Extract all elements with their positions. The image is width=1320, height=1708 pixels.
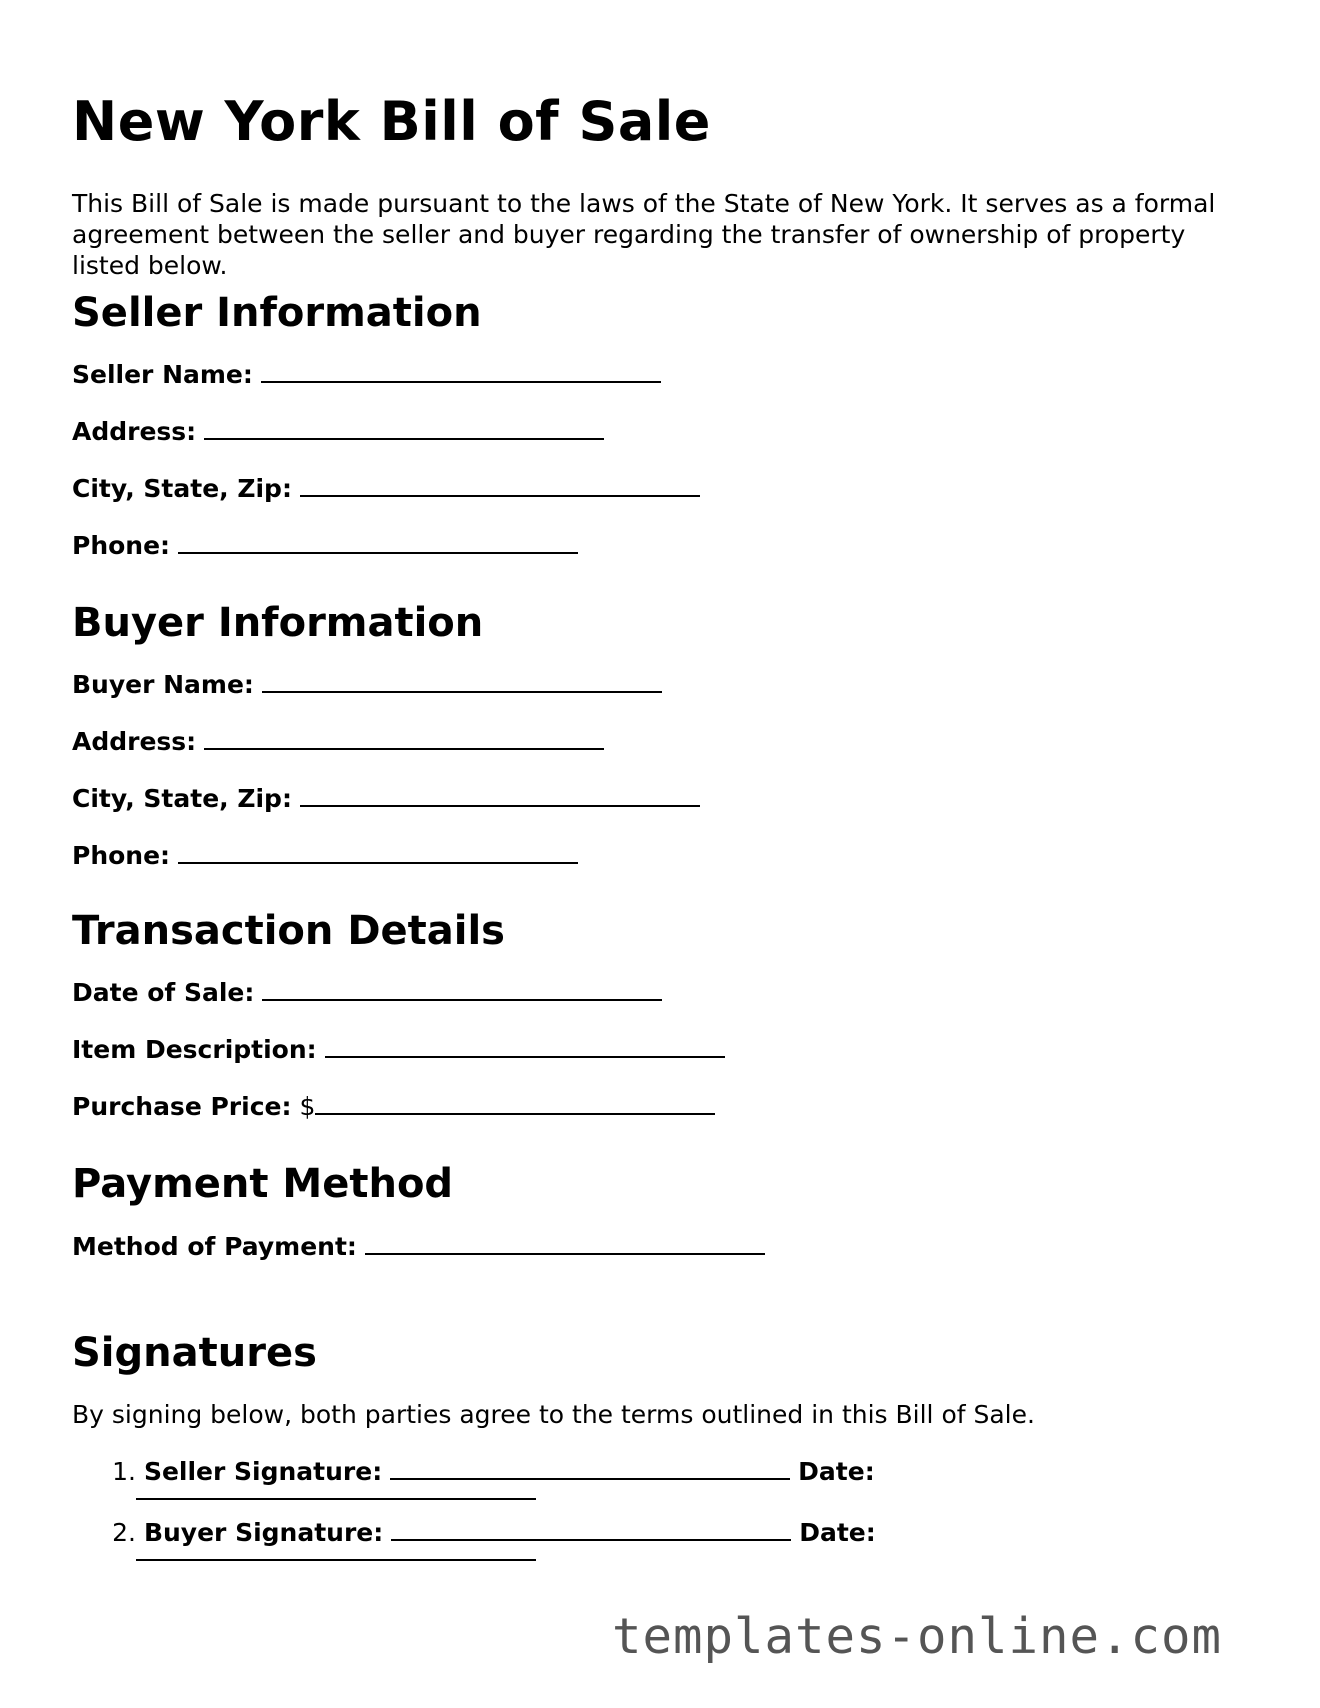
date-of-sale-label: Date of Sale: bbox=[72, 978, 255, 1007]
item-description-label: Item Description: bbox=[72, 1035, 317, 1064]
buyer-phone-field bbox=[72, 841, 578, 870]
buyer-city-blank[interactable] bbox=[300, 785, 700, 807]
buyer-date-blank[interactable] bbox=[136, 1557, 536, 1561]
seller-signature-label: Seller Signature: bbox=[143, 1457, 383, 1486]
list-number: 1. bbox=[112, 1457, 136, 1486]
seller-city-label: City, State, Zip: bbox=[72, 474, 292, 503]
payment-method-blank[interactable] bbox=[365, 1233, 765, 1255]
signatures-heading: Signatures bbox=[72, 1330, 317, 1376]
buyer-address-label: Address: bbox=[72, 727, 197, 756]
buyer-name-blank[interactable] bbox=[262, 671, 662, 693]
seller-address-field bbox=[72, 417, 604, 446]
document-title: New York Bill of Sale bbox=[72, 90, 711, 153]
intro-paragraph: This Bill of Sale is made pursuant to the laws of the State of New York. It serves as a formal agreement between the seller and buyer regarding the transfer of ownership of property listed below. bbox=[72, 189, 1216, 280]
buyer-signature-item bbox=[72, 1518, 876, 1547]
item-description-blank[interactable] bbox=[325, 1036, 725, 1058]
buyer-name-field bbox=[72, 670, 662, 699]
buyer-phone-blank[interactable] bbox=[178, 842, 578, 864]
seller-address-label: Address: bbox=[72, 417, 197, 446]
seller-phone-field bbox=[72, 531, 578, 560]
date-of-sale-blank[interactable] bbox=[262, 979, 662, 1001]
purchase-price-blank[interactable] bbox=[315, 1093, 715, 1115]
seller-date-label: Date: bbox=[798, 1457, 875, 1486]
seller-heading: Seller Information bbox=[72, 290, 482, 336]
seller-address-blank[interactable] bbox=[204, 418, 604, 440]
buyer-city-label: City, State, Zip: bbox=[72, 784, 292, 813]
seller-date-blank[interactable] bbox=[136, 1496, 536, 1500]
item-description-field bbox=[72, 1035, 725, 1064]
payment-heading: Payment Method bbox=[72, 1161, 454, 1207]
seller-city-field bbox=[72, 474, 700, 503]
seller-phone-label: Phone: bbox=[72, 531, 171, 560]
transaction-heading: Transaction Details bbox=[72, 908, 505, 954]
payment-method-label: Method of Payment: bbox=[72, 1232, 357, 1261]
seller-signature-blank[interactable] bbox=[390, 1458, 790, 1480]
purchase-price-field bbox=[72, 1092, 715, 1121]
buyer-date-label: Date: bbox=[799, 1518, 876, 1547]
seller-name-label: Seller Name: bbox=[72, 360, 253, 389]
buyer-heading: Buyer Information bbox=[72, 600, 484, 646]
date-of-sale-field bbox=[72, 978, 662, 1007]
buyer-city-field bbox=[72, 784, 700, 813]
purchase-price-label: Purchase Price: bbox=[72, 1092, 292, 1121]
buyer-phone-label: Phone: bbox=[72, 841, 171, 870]
seller-name-field bbox=[72, 360, 661, 389]
seller-phone-blank[interactable] bbox=[178, 532, 578, 554]
watermark: templates-online.com bbox=[612, 1608, 1223, 1665]
signatures-text: By signing below, both parties agree to the terms outlined in this Bill of Sale. bbox=[72, 1400, 1035, 1429]
list-number: 2. bbox=[112, 1518, 136, 1547]
currency-symbol: $ bbox=[299, 1092, 316, 1121]
payment-method-field bbox=[72, 1232, 765, 1261]
buyer-address-blank[interactable] bbox=[204, 728, 604, 750]
buyer-address-field bbox=[72, 727, 604, 756]
buyer-signature-label: Buyer Signature: bbox=[143, 1518, 384, 1547]
buyer-name-label: Buyer Name: bbox=[72, 670, 254, 699]
seller-name-blank[interactable] bbox=[261, 361, 661, 383]
buyer-signature-blank[interactable] bbox=[391, 1519, 791, 1541]
seller-signature-item bbox=[72, 1457, 875, 1486]
seller-city-blank[interactable] bbox=[300, 475, 700, 497]
